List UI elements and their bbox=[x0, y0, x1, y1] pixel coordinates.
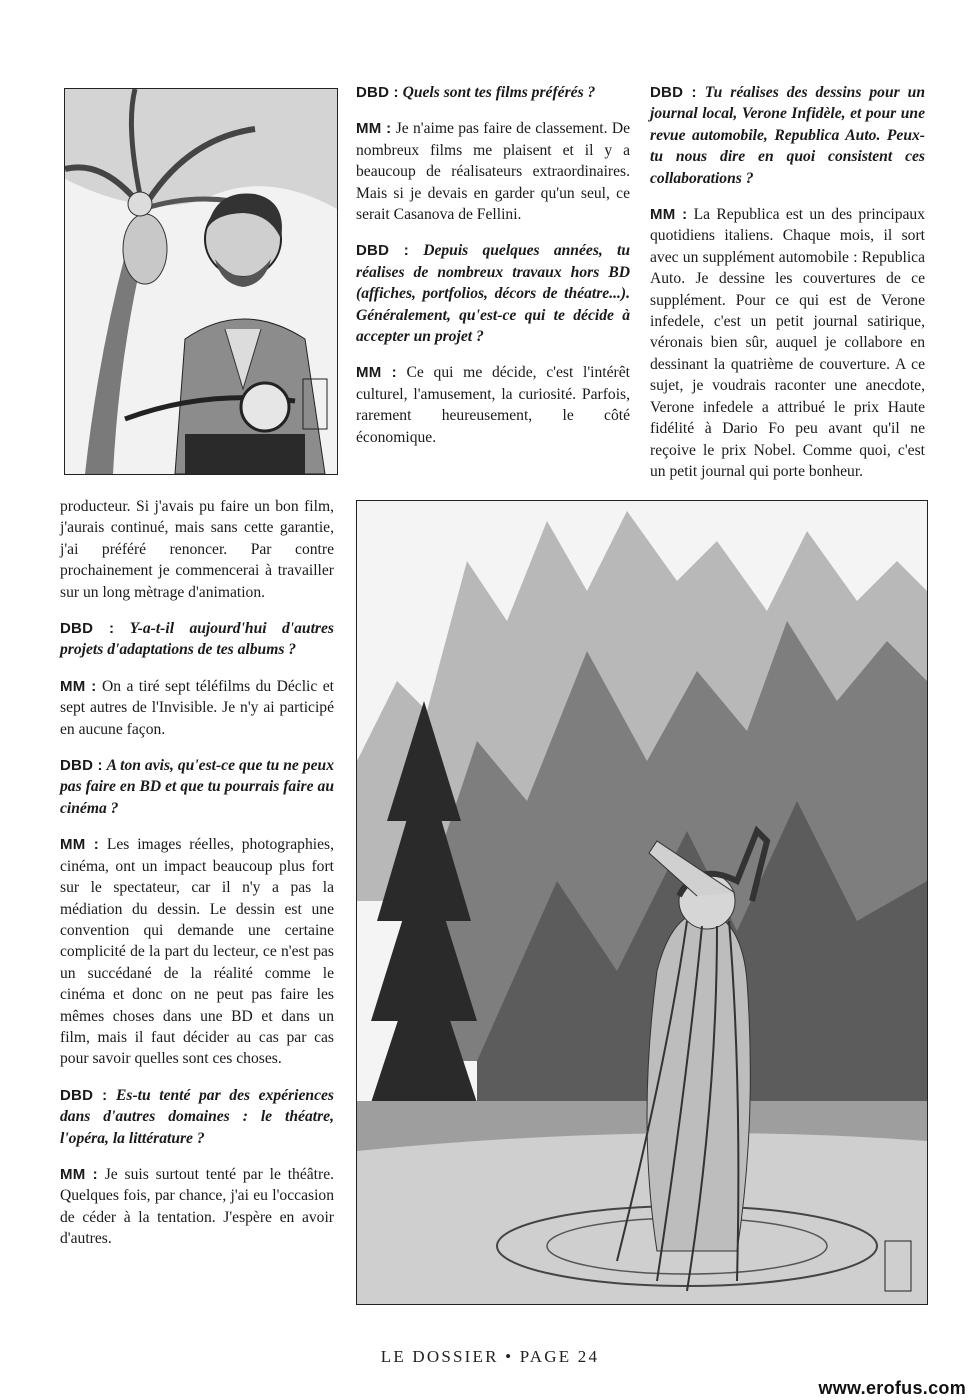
question-adaptations bbox=[60, 618, 334, 661]
answer-text: La Republica est un des principaux quotidiens italiens. Chaque mois, il sort avec un supplément automobile : Republica Auto. Je dessine les couvertures de ce supplément. Pour ce qui est de Verone infedele, c'est un petit journal satirique, véronais bien sûr, auquel je collabore en dessinant la quatrième de couverture. A ce sujet, je voudrais raconter une anecdote, Verone infedele a attribué le prix Haute fidélité à Dario Fo peu avant qu'il ne reçoive le prix Nobel. Comme quoi, c'est un petit journal qui porte bonheur. bbox=[650, 206, 926, 480]
answer-text: Ce qui me décide, c'est l'intérêt culturel, l'amusement, la curiosité. Parfois, rarement heureusement, le côté économique. bbox=[356, 364, 631, 446]
speaker-dbd: DBD : bbox=[650, 84, 697, 101]
column-middle-top bbox=[356, 82, 630, 463]
speaker-dbd: DBD : bbox=[356, 84, 399, 101]
speaker-dbd: DBD : bbox=[60, 757, 103, 775]
question-text: Y-a-t-il aujourd'hui d'autres projets d'adaptations de tes albums ? bbox=[60, 620, 334, 659]
answer-favorite-films bbox=[356, 118, 630, 225]
answer-other-domains bbox=[60, 1164, 334, 1250]
answer-text: Je suis surtout tenté par le théâtre. Quelques fois, par chance, j'ai eu l'occasion de céder à la tentation. J'espère en avoir d'autres. bbox=[60, 1165, 335, 1248]
answer-text: Les images réelles, photographies, cinéma, ont un impact beaucoup plus fort sur le spectateur, car il n'y a pas la médiation du dessin. Le dessin est une convention qui demande une certaine complicité de la part du lecteur, ce n'est pas un succédané de la réalité comme le cinéma et donc on ne peut pas faire les mêmes choses dans une BD et dans un film, mais il faut décider au cas par cas pour savoir quelles sont ces choses. bbox=[60, 836, 334, 1068]
scooter-drawing bbox=[65, 89, 337, 474]
speaker-mm: MM : bbox=[60, 677, 97, 695]
speaker-dbd: DBD : bbox=[60, 620, 115, 638]
question-text: Es-tu tenté par des expériences dans d'autres domaines : le théatre, l'opéra, la littérature ? bbox=[60, 1086, 334, 1147]
answer-text: Je n'aime pas faire de classement. De nombreux films me plaisent et il y a beaucoup de réalisateurs extraordinaires. Mais si je devais en garder qu'un seul, ce serait Casanova de Fellini. bbox=[356, 120, 630, 224]
question-text: Tu réalises des dessins pour un journal local, Verone Infidèle, et pour une revue automobile, Republica Auto. Peux-tu nous dire en quoi consistent ces collaborations ? bbox=[650, 84, 925, 187]
speaker-mm: MM : bbox=[60, 1165, 98, 1183]
question-collaborations bbox=[650, 82, 925, 189]
question-text: A ton avis, qu'est-ce que tu ne peux pas faire en BD et que tu pourrais faire au cinéma ? bbox=[60, 757, 334, 817]
answer-projects bbox=[356, 362, 630, 448]
question-text: Quels sont tes films préférés ? bbox=[402, 84, 596, 101]
answer-adaptations bbox=[60, 676, 334, 740]
column-right-top bbox=[650, 82, 925, 497]
answer-collaborations bbox=[650, 204, 925, 482]
lake-illustration bbox=[356, 500, 928, 1305]
answer-text: On a tiré sept téléfilms du Déclic et sept autres de l'Invisible. Je n'y ai participé en aucune façon. bbox=[60, 677, 334, 738]
speaker-mm: MM : bbox=[650, 206, 688, 224]
question-projects bbox=[356, 240, 630, 347]
speaker-mm: MM : bbox=[356, 364, 397, 382]
speaker-mm: MM : bbox=[60, 836, 99, 854]
lake-drawing bbox=[357, 501, 927, 1304]
scooter-illustration bbox=[64, 88, 338, 475]
page-footer: LE DOSSIER • PAGE 24 bbox=[380, 1347, 600, 1366]
continued-paragraph bbox=[60, 496, 334, 603]
answer-text: producteur. Si j'avais pu faire un bon film, j'aurais continué, mais sans cette garantie, j'ai préféré renoncer. Par contre prochainement je commencerai à travailler sur un long mètrage d'animation. bbox=[60, 498, 334, 601]
speaker-mm: MM : bbox=[356, 120, 392, 138]
question-favorite-films bbox=[356, 82, 630, 103]
watermark-link[interactable]: www.erofus.com bbox=[818, 1378, 966, 1398]
speaker-dbd: DBD : bbox=[356, 242, 409, 260]
answer-bd-vs-cinema bbox=[60, 834, 334, 1069]
question-other-domains bbox=[60, 1085, 334, 1149]
speaker-dbd: DBD : bbox=[60, 1086, 108, 1104]
column-left-bottom bbox=[60, 496, 334, 1265]
question-text: Depuis quelques années, tu réalises de nombreux travaux hors BD (affiches, portfolios, décors de théatre...). Généralement, qu'est-ce qui te décide à accepter un projet ? bbox=[356, 242, 630, 346]
question-bd-vs-cinema bbox=[60, 755, 334, 819]
